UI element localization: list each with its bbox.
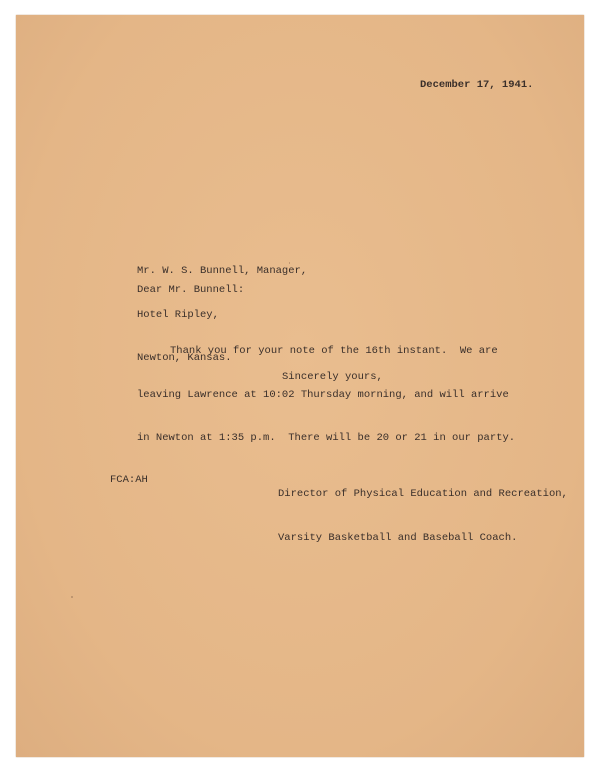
signature-line: Director of Physical Education and Recreation, [278, 488, 568, 500]
recipient-line: Hotel Ripley, [137, 308, 219, 321]
recipient-line: Newton, Kansas. [137, 352, 232, 364]
recipient-line: Mr. W. S. Bunnell, Manager, [137, 265, 308, 277]
letter-date: December 17, 1941. [420, 79, 534, 91]
paper-speck [289, 262, 290, 264]
closing: Sincerely yours, [282, 371, 383, 383]
typist-initials: FCA:AH [110, 474, 148, 486]
signature-line: Varsity Basketball and Baseball Coach. [278, 531, 518, 544]
letter-page [16, 15, 584, 757]
body-line: leaving Lawrence at 10:02 Thursday morning, and will arrive [137, 388, 509, 401]
paper-speck [71, 596, 73, 598]
body-line: in Newton at 1:35 p.m. There will be 20 or 21 in our party. [137, 432, 516, 444]
body-line: Thank you for your note of the 16th instant. We are [170, 345, 498, 357]
signature-title [278, 458, 568, 574]
salutation: Dear Mr. Bunnell: [137, 284, 245, 296]
letter-body [137, 315, 516, 475]
